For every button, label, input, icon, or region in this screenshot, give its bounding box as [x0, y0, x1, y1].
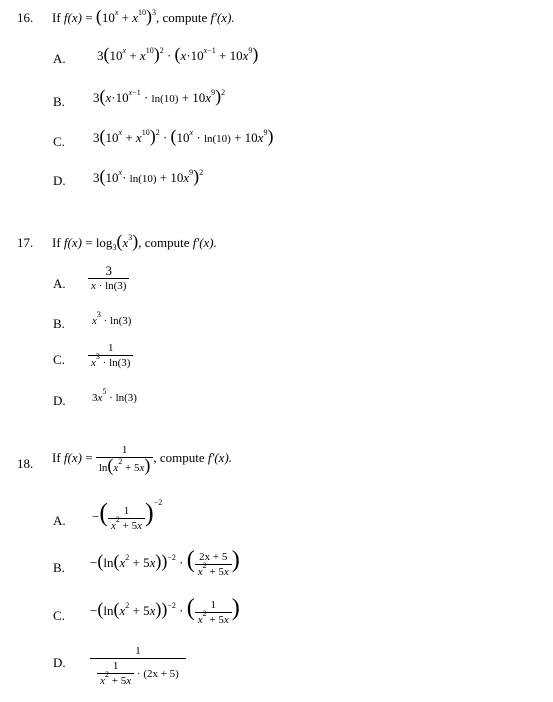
q16-choice-a-label: A. [53, 51, 66, 66]
q18-choice-c-label: C. [53, 608, 65, 623]
q18-choice-b-expr: $-(\ln(x^2 + 5x))^{-2}$ · ( $\frac{2x + 5}{x^2 + 5x}$ ) [90, 547, 240, 578]
q17-choice-c-expr: $\frac{1}{x^3 \cdot \ln(3)}$ [88, 341, 133, 370]
question-17-stem: If $f(x) = \log_3(x^3)$, compute f′(x). [52, 231, 217, 252]
if-word: If [52, 10, 61, 25]
q17-choice-d-expr: $3x^5 \cdot \ln(3)$ [92, 387, 137, 404]
q18-choice-b-label: B. [53, 560, 65, 575]
fprime: f′(x). [210, 10, 235, 25]
question-18-number: 18. [17, 456, 34, 471]
q16-choice-b-label: B. [53, 94, 65, 109]
compute-word: , compute [156, 10, 208, 25]
q17-choice-d-label: D. [53, 393, 66, 408]
question-16-number: 16. [17, 10, 34, 25]
fx: f(x) [63, 10, 82, 25]
q18-choice-a-label: A. [53, 513, 66, 528]
q17-choice-c-label: C. [53, 352, 65, 367]
q17-choice-a-label: A. [53, 276, 66, 291]
q18-choice-c-expr: $-(\ln(x^2 + 5x))^{-2}$ · ( $\frac{1}{x^2 + 5x}$ ) [90, 595, 240, 626]
question-18-stem: If f(x) = $\frac{1}{\ln(x^2 + 5x)}$ , compute f′(x). [52, 444, 233, 475]
q16-choice-c-expr: $3(10^x + x^{10})^2 \cdot (10^x \cdot \ln(10) + 10x^9)$ [93, 126, 274, 146]
q17-choice-b-expr: $x^3 \cdot \ln(3)$ [92, 310, 132, 327]
q18-choice-a-expr: −( $\frac{1}{x^2 + 5x}$ )$^{-2}$ [92, 498, 163, 532]
q16-choice-a-expr: $3(10^x + x^{10})^2 \cdot (x\cdot 10^{x-1} + 10x^9)$ [97, 44, 259, 64]
q16-choice-d-label: D. [53, 173, 66, 188]
q18-choice-d-label: D. [53, 655, 66, 670]
q18-choice-d-expr: 1 $\frac{1}{x^2 + 5x}$ · (2x + 5) [90, 644, 186, 688]
question-17-number: 17. [17, 235, 34, 250]
q16-choice-c-label: C. [53, 134, 65, 149]
q16-choice-b-expr: $3(x\cdot 10^{x-1} \cdot \ln(10) + 10x^9)^2$ [93, 86, 226, 106]
q17-choice-a-expr: $\frac{3}{x \cdot \ln(3)}$ [88, 264, 129, 293]
q16-choice-d-expr: $3(10^x\cdot \ln(10) + 10x^9)^2$ [93, 166, 204, 186]
question-16-stem: If $f(x) = (10^x + x^{10})^3$, compute f′(x). [52, 6, 235, 26]
q17-choice-b-label: B. [53, 316, 65, 331]
